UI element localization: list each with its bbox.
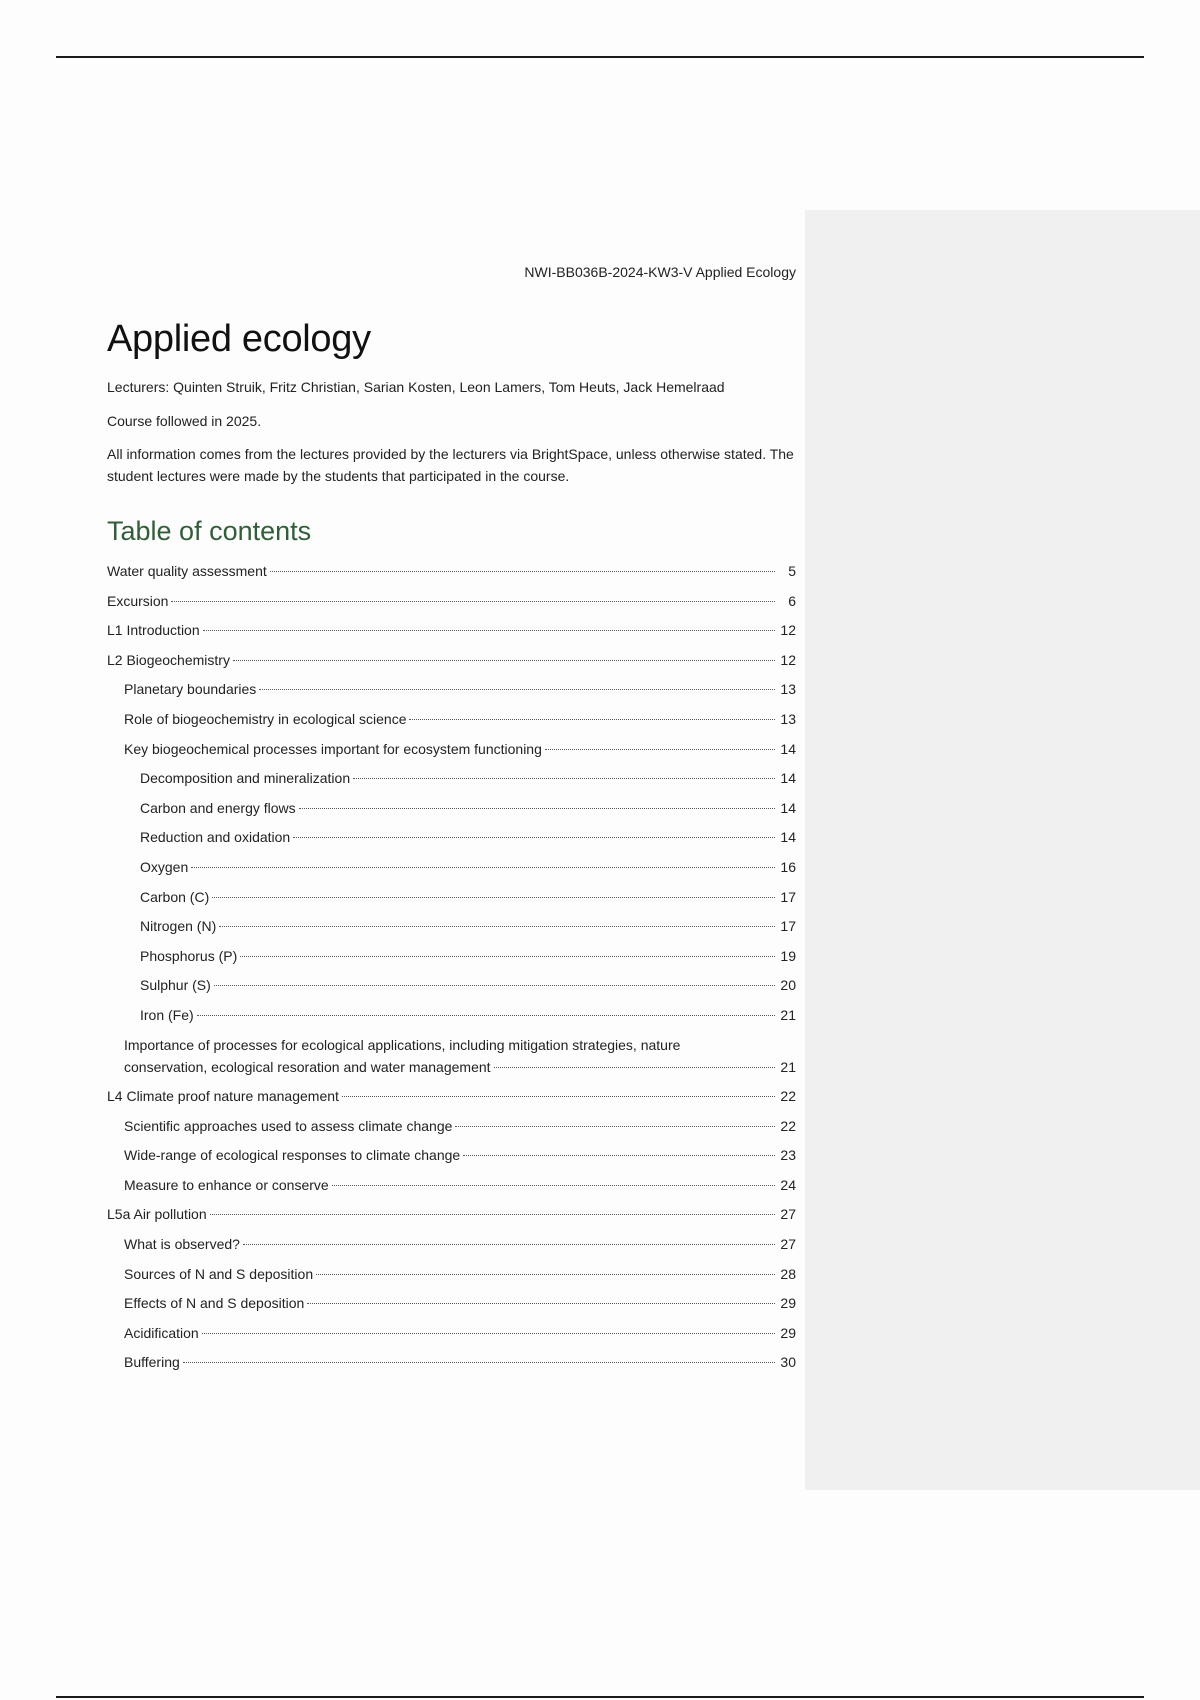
- toc-page-number: 12: [780, 651, 796, 668]
- toc-page-number: 20: [780, 977, 796, 994]
- toc-page-number: 24: [780, 1176, 796, 1193]
- comment-pane: [805, 210, 1200, 1490]
- toc-entry[interactable]: [107, 708, 796, 730]
- toc-entry[interactable]: [107, 619, 796, 641]
- toc-page-number: 28: [780, 1265, 796, 1282]
- toc-entry[interactable]: [107, 1115, 796, 1137]
- toc-page-number: 29: [780, 1295, 796, 1312]
- toc-dot-leader: [240, 956, 775, 957]
- toc-page-number: 22: [780, 1088, 796, 1105]
- toc-entry[interactable]: [107, 1263, 796, 1285]
- toc-dot-leader: [212, 897, 775, 898]
- toc-entry[interactable]: [107, 767, 796, 789]
- toc-entry-text: L5a Air pollution: [107, 1206, 207, 1223]
- toc-page-number: 16: [780, 858, 796, 875]
- toc-entry[interactable]: [107, 1292, 796, 1314]
- toc-entry[interactable]: [107, 974, 796, 996]
- toc-page-number: 21: [780, 1006, 796, 1023]
- toc-entry[interactable]: [107, 560, 796, 582]
- toc-dot-leader: [270, 571, 775, 572]
- toc-entry[interactable]: [107, 1085, 796, 1107]
- toc-dot-leader: [183, 1362, 775, 1363]
- toc-page-number: 13: [780, 710, 796, 727]
- toc-dot-leader: [197, 1015, 775, 1016]
- toc-entry-text: L4 Climate proof nature management: [107, 1088, 339, 1105]
- toc-entry-text: L2 Biogeochemistry: [107, 651, 230, 668]
- toc-entry[interactable]: [107, 797, 796, 819]
- toc-entry-text: Scientific approaches used to assess climate change: [124, 1117, 453, 1134]
- toc-entry-text: Role of biogeochemistry in ecological science: [124, 710, 407, 727]
- toc-entry-text: Key biogeochemical processes important for ecosystem functioning: [124, 740, 542, 757]
- toc-entry-text: Nitrogen (N): [140, 918, 217, 935]
- toc-entry[interactable]: [107, 826, 796, 848]
- toc-entry[interactable]: [107, 1174, 796, 1196]
- toc-entry-text: Reduction and oxidation: [140, 829, 291, 846]
- toc-page-number: 6: [788, 592, 796, 609]
- toc-entry-text: Decomposition and mineralization: [140, 770, 351, 787]
- toc-dot-leader: [316, 1274, 775, 1275]
- document-title: Applied ecology: [107, 318, 371, 360]
- toc-entry-text: Measure to enhance or conserve: [124, 1176, 329, 1193]
- page-header: NWI-BB036B-2024-KW3-V Applied Ecology: [524, 264, 796, 280]
- toc-entry-text: Iron (Fe): [140, 1006, 194, 1023]
- toc-entry[interactable]: [107, 1034, 796, 1078]
- toc-entry-text: Effects of N and S deposition: [124, 1295, 305, 1312]
- toc-entry[interactable]: [107, 1351, 796, 1373]
- toc-dot-leader: [545, 749, 775, 750]
- toc-page-number: 22: [780, 1117, 796, 1134]
- toc-page-number: 13: [780, 681, 796, 698]
- toc-dot-leader: [409, 719, 775, 720]
- toc-page-number: 14: [780, 799, 796, 816]
- toc-entry-text: Sources of N and S deposition: [124, 1265, 314, 1282]
- toc-page-number: 30: [780, 1354, 796, 1371]
- toc-dot-leader: [259, 689, 775, 690]
- toc-entry-text: Carbon and energy flows: [140, 799, 296, 816]
- toc-dot-leader: [299, 808, 775, 809]
- toc-entry[interactable]: [107, 915, 796, 937]
- toc-entry-text: Oxygen: [140, 858, 189, 875]
- toc-entry[interactable]: [107, 1233, 796, 1255]
- toc-heading: Table of contents: [107, 516, 312, 546]
- page-top-rule: [56, 56, 1144, 58]
- toc-entry-text: Excursion: [107, 592, 169, 609]
- toc-page-number: 27: [780, 1206, 796, 1223]
- toc-page-number: 29: [780, 1324, 796, 1341]
- table-of-contents: [107, 560, 796, 1381]
- toc-dot-leader: [342, 1096, 775, 1097]
- toc-page-number: 12: [780, 622, 796, 639]
- toc-dot-leader: [307, 1303, 775, 1304]
- toc-page-number: 14: [780, 770, 796, 787]
- toc-entry-text-first-line: Importance of processes for ecological applications, including mitigation strategies, nature: [124, 1036, 681, 1053]
- toc-page-number: 17: [780, 888, 796, 905]
- toc-entry-text: Acidification: [124, 1324, 199, 1341]
- toc-dot-leader: [171, 601, 775, 602]
- toc-page-number: 23: [780, 1147, 796, 1164]
- toc-entry-text: Sulphur (S): [140, 977, 211, 994]
- toc-page-number: 5: [788, 563, 796, 579]
- toc-entry-text: Buffering: [124, 1354, 180, 1371]
- toc-entry[interactable]: [107, 738, 796, 760]
- toc-page-number: 17: [780, 918, 796, 935]
- toc-page-number: 27: [780, 1236, 796, 1253]
- toc-entry[interactable]: [107, 1322, 796, 1344]
- lecturers-line: Lecturers: Quinten Struik, Fritz Christian, Sarian Kosten, Leon Lamers, Tom Heuts, Jack Hemelraad: [107, 379, 725, 395]
- toc-entry-text: Water quality assessment: [107, 563, 267, 579]
- toc-page-number: 21: [780, 1058, 796, 1075]
- toc-entry[interactable]: [107, 886, 796, 908]
- toc-page-number: 19: [780, 947, 796, 964]
- toc-dot-leader: [214, 985, 775, 986]
- toc-dot-leader: [210, 1214, 775, 1215]
- toc-dot-leader: [494, 1067, 775, 1068]
- toc-entry-text: Planetary boundaries: [124, 681, 257, 698]
- toc-entry[interactable]: [107, 649, 796, 671]
- toc-entry[interactable]: [107, 590, 796, 612]
- toc-page-number: 14: [780, 829, 796, 846]
- toc-entry[interactable]: [107, 945, 796, 967]
- toc-entry[interactable]: [107, 678, 796, 700]
- toc-dot-leader: [202, 1333, 775, 1334]
- toc-entry[interactable]: [107, 1203, 796, 1225]
- toc-entry-text: Carbon (C): [140, 888, 210, 905]
- toc-dot-leader: [219, 926, 775, 927]
- toc-entry-text: Wide-range of ecological responses to climate change: [124, 1147, 461, 1164]
- toc-dot-leader: [233, 660, 775, 661]
- toc-entry-text: conservation, ecological resoration and water management: [124, 1058, 491, 1075]
- toc-dot-leader: [353, 778, 775, 779]
- toc-entry-text: L1 Introduction: [107, 622, 200, 639]
- page-bottom-rule: [56, 1696, 1144, 1698]
- toc-entry-text: What is observed?: [124, 1236, 240, 1253]
- toc-entry[interactable]: [107, 856, 796, 878]
- course-followed-line: Course followed in 2025.: [107, 413, 262, 429]
- toc-dot-leader: [191, 867, 775, 868]
- toc-dot-leader: [243, 1244, 775, 1245]
- toc-entry-text: Phosphorus (P): [140, 947, 238, 964]
- info-paragraph: All information comes from the lectures provided by the lecturers via BrightSpace, unless otherwise stated. The student lectures were made by the students that participated in the course.: [107, 446, 794, 484]
- toc-dot-leader: [293, 837, 775, 838]
- toc-dot-leader: [463, 1155, 775, 1156]
- toc-entry[interactable]: [107, 1004, 796, 1026]
- toc-entry[interactable]: [107, 1144, 796, 1166]
- toc-dot-leader: [455, 1126, 775, 1127]
- toc-page-number: 14: [780, 740, 796, 757]
- toc-dot-leader: [332, 1185, 775, 1186]
- toc-dot-leader: [203, 630, 775, 631]
